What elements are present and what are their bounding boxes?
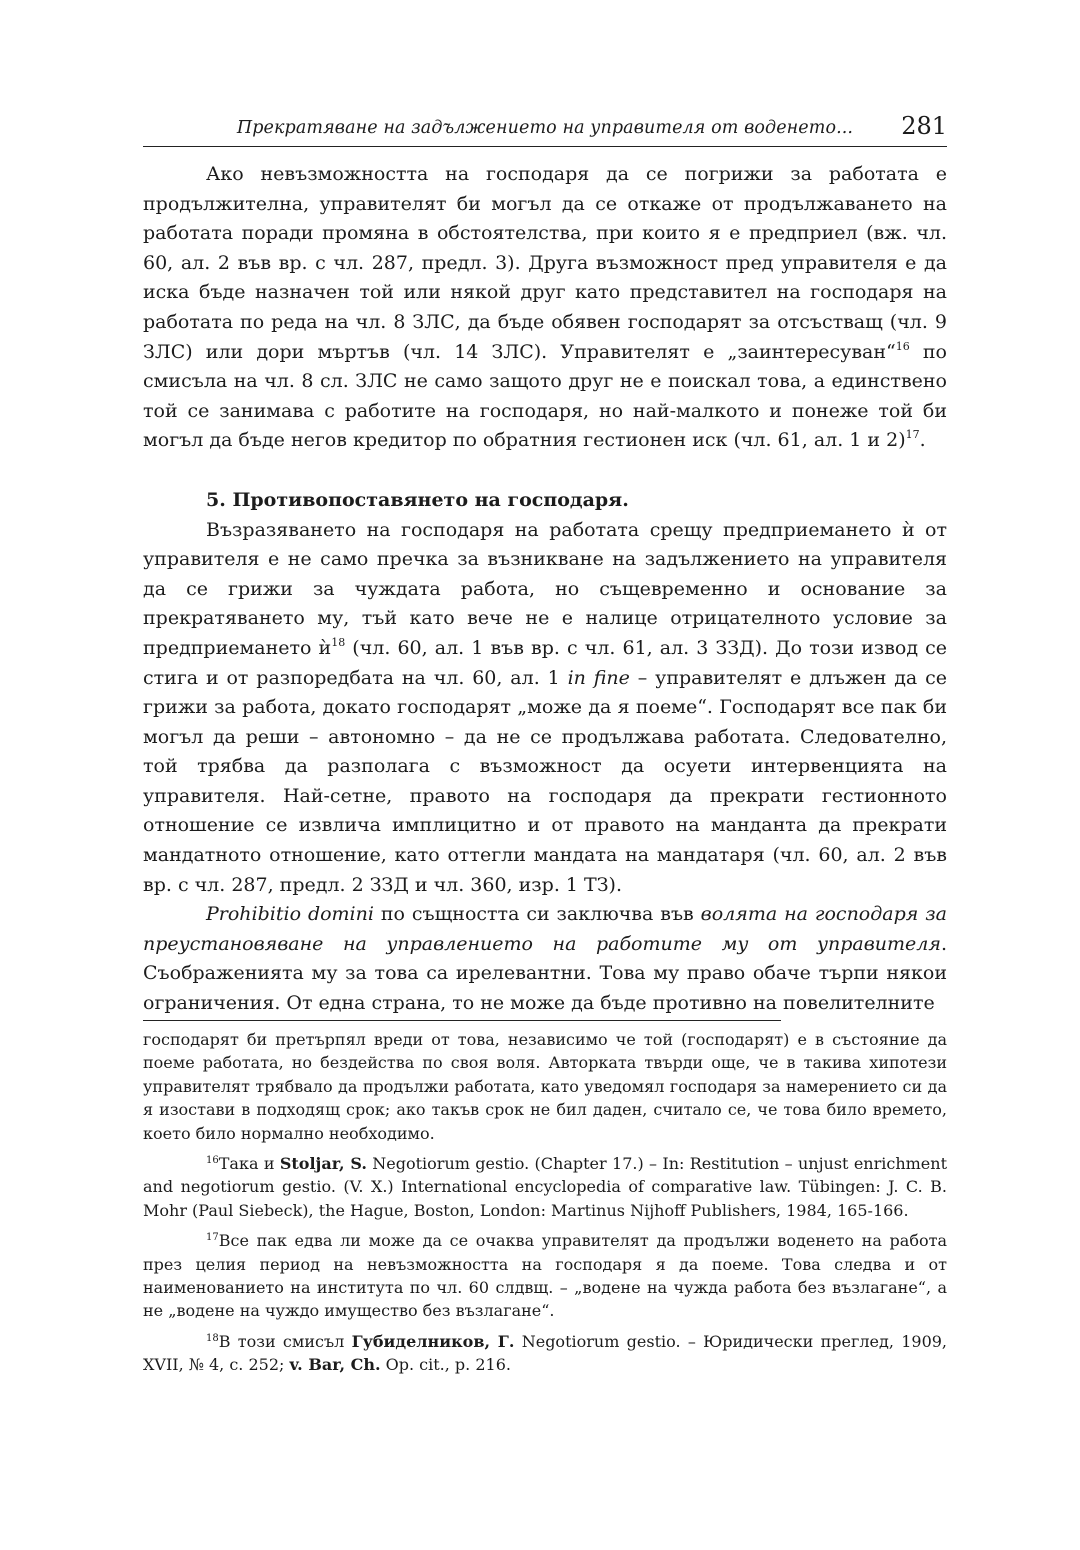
text-run: Така и [218, 1154, 280, 1174]
section-heading: 5. Противопоставянето на господаря. [206, 488, 629, 511]
footnote-ref: 17 [905, 428, 920, 442]
footnote-18 [143, 1330, 947, 1377]
cited-author: Stoljar, S. [279, 1154, 367, 1174]
text-run: по смисъла на чл. 8 сл. ЗЛС не само защото друг не е поискал това, а единствено той се занимава с работите на господаря, но най-малкото и понеже той би могъл да бъде негов кредитор по обратния гестионен иск (чл. 61, ал. 1 и 2) [143, 340, 947, 452]
text-run: В този смисъл [218, 1331, 352, 1351]
paragraph [143, 900, 947, 1018]
text-run: по същността си заключва във [373, 903, 701, 926]
text-run: Negotiorum gestio. (Chapter 17.) – In: Restitution – unjust enrichment and negotiorum gestio. (V. X.) International encyclopedia of comparative law. Tübingen: J. C. B. Mohr (Paul Siebeck), the Hague, Boston, London: Martinus Nijhoff Publishers, 1984, 165-166. [143, 1154, 948, 1220]
footnote-continuation: господарят би претърпял вреди от това, независимо че той (господарят) е в състояние да поеме работата, но бездейства по своя воля. Авторката твърди още, че в такива хипотези управителят трябвало да продължи работата, като уведомял господаря за намерението си да я изостави в подходящ срок; ако такъв срок не бил даден, считало се, че това било времето, което било нормално необходимо. [143, 1030, 947, 1143]
footnotes [143, 1028, 947, 1384]
page-number: 281 [901, 112, 947, 140]
footnote-divider [143, 1020, 781, 1021]
italic-term: Prohibitio domini [206, 903, 374, 926]
footnote-number: 17 [206, 1232, 219, 1244]
italic-term: in fine [567, 666, 630, 689]
footnote-number: 18 [206, 1332, 219, 1344]
running-title: Прекратяване на задължението на управителя от воденето... [236, 118, 854, 138]
text-run: Възразяването на господаря на работата срещу предприемането ѝ от управителя е не само пречка за възникване на задължението на управителя да се грижи за чуждата работа, но същевременно и основание за прекратяването му, тъй като вече не е налице отрицателното условие за предприемането ѝ [143, 518, 947, 659]
footnote-ref: 18 [331, 635, 346, 649]
text-run: – управителят е длъжен да се грижи за работа, докато господарят „може да я поеме“. Господарят все пак би могъл да реши – автономно – да не се продължава работата. Следователно, той трябва да разполага с възможност да осуети интервенцията на управителя. Най-сетне, правото на господаря да прекрати гестионното отношение се извлича имплицитно и от правото на манданта да прекрати мандатното отношение, като оттегли мандата на мандатаря (чл. 60, ал. 2 във вр. с чл. 287, предл. 2 ЗЗД и чл. 360, изр. 1 ТЗ). [143, 666, 948, 896]
text-run: . [919, 429, 926, 452]
footnote-number: 16 [206, 1155, 219, 1167]
text-run: (чл. 60, ал. 1 във вр. с чл. 61, ал. 3 ЗЗД). До този извод се стига и от разпоредбата на чл. 60, ал. 1 [143, 636, 948, 689]
body-text [143, 160, 947, 1019]
cited-author: Губиделников, Г. [351, 1331, 515, 1351]
italic-phrase: волята на господаря за преустановяване на управлението на работите му от управителя [143, 903, 947, 955]
text-run: Ако невъзможността на господаря да се погрижи за работата е продължителна, управителят би могъл да се откаже от продължаването на работата поради промяна в обстоятелства, при които я е предприел (вж. чл. 60, ал. 2 във вр. с чл. 287, предл. 3). Друга възможност пред управителя е да иска бъде назначен той или някой друг като представител на господаря на работата по реда на чл. 8 ЗЛС, да бъде обявен господарят за отсъстващ (чл. 9 ЗЛС) или дори мъртъв (чл. 14 ЗЛС). Управителят е „заинтересуван“ [143, 163, 947, 363]
running-header [143, 112, 947, 147]
cited-author: v. Bar, Ch. [289, 1355, 381, 1375]
footnote-17 [143, 1229, 947, 1323]
paragraph [143, 160, 947, 456]
footnote-16 [143, 1152, 947, 1222]
footnote-ref: 16 [895, 339, 910, 353]
paragraph [143, 516, 947, 901]
text-run: Все пак едва ли може да се очаква управителят да продължи воденето на работа през целия период на невъзможността на господаря я да поеме. Това следва и от наименованието на института по чл. 60 слдвщ. – „водене на чужда работа без възлагане“, а не „водене на чуждо имущество без възлагане“. [143, 1231, 947, 1321]
text-run: . Съображенията му за това са ирелевантни. Това му право обаче търпи някои ограничения. От една страна, то не може да бъде противно на повелителните [143, 932, 947, 1015]
text-run: Op. cit., p. 216. [380, 1355, 511, 1375]
text-run: Negotiorum gestio. – Юридически преглед, 1909, XVII, № 4, с. 252; [143, 1331, 948, 1375]
